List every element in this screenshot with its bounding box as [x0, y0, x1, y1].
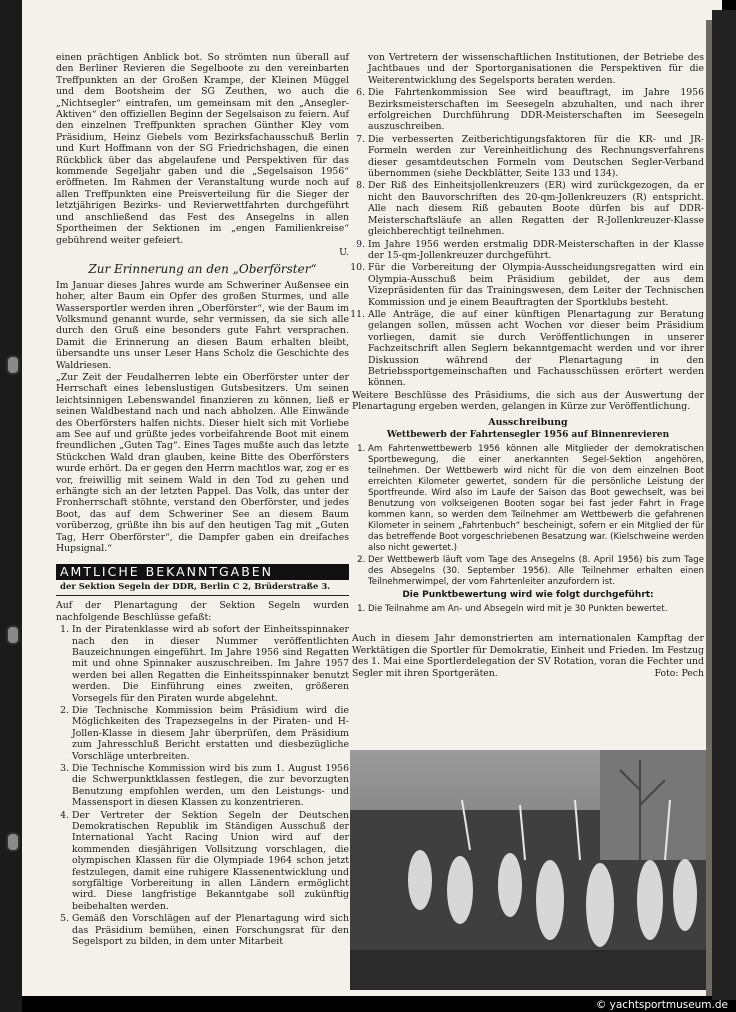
list-item: 5. Gemäß den Vorschlägen auf der Plenartagung wird sich das Präsidium bemühen, einen Forschungsrat für den Segelsport zu bilden, in dem unter Mitarbeit [72, 913, 349, 947]
list-item: 3. Die Technische Kommission wird bis zum 1. August 1956 die Schwerpunktklassen festlegen, die zur bevorzugten Benutzung empfohlen werden, um den Leistungs- und Massensport in diesen Klassen zu konzentrieren. [72, 763, 349, 809]
parade-photo-svg [350, 750, 706, 990]
left-column [56, 52, 349, 948]
page-edge [706, 20, 712, 996]
wettbewerb-list [352, 444, 704, 588]
binder-ring [6, 832, 20, 852]
binder-ring [6, 625, 20, 645]
list-item: 9. Im Jahre 1956 werden erstmalig DDR-Meisterschaften in der Klasse der 15-qm-Jollenkreuzer durchgeführt. [368, 239, 704, 262]
list-item: 6. Die Fahrtenkommission See wird beauftragt, im Jahre 1956 Bezirksmeisterschaften im Seesegeln abzuhalten, und nach ihrer erfolgreichen Durchführung DDR-Meisterschaften im Seesegeln auszuschreiben. [368, 87, 704, 133]
resolution-list [56, 624, 349, 947]
article-heading: Zur Erinnerung an den „Oberförster“ [88, 262, 317, 277]
story-paragraph: „Zur Zeit der Feudalherren lebte ein Oberförster unter der Herrschaft eines lebenslustigen Gutsbesitzers. Um seinen leichtsinnigen Lebenswandel finanzieren zu können, ließ er seinen Waldbestand nach und nach abholzen. Alle Einwände des Oberförsters halfen nichts. Dieser hielt sich mit Vorliebe am See auf und grüßte jedes vorbeifahrende Boot mit einem freundlichen „Guten Tag“. Eines Tages mußte auch das letzte Stückchen Wald dran glauben, keine Bitte des Oberförsters wurde erhört. Da er gegen den Herrn machtlos war, zog er es vor, freiwillig mit seinem Wald in den Tod zu gehen und erhängte sich an der letzten Pappel. Das Volk, das unter der Fronherrschaft stöhnte, verstand den Oberförster, und jedes Boot, das auf dem Schweriner See an diesem Baum vorüberzog, grüßte ihn bis auf den heutigen Tag mit „Guten Tag, Herr Oberförster“, die Dampfer gaben ein dreifaches Hupsignal.“ [56, 371, 349, 555]
list-item: 4. Der Vertreter der Sektion Segeln der Deutschen Demokratischen Republik im Ständigen Ausschuß der International Yacht Racing Union wird auf der kommenden diesjährigen Vollsitzung vorschlagen, die olympischen Klassen für die Olympiade 1964 schon jetzt festzulegen, damit eine ruhigere Klassenentwicklung und sorgfältige Vorbereitung in allen Ländern ermöglicht wird. Diese langfristige Bekanntgabe soll zukünftig beibehalten werden. [72, 810, 349, 913]
parade-photo [350, 750, 706, 990]
photo-building [600, 750, 706, 860]
list-item: 7. Die verbesserten Zeitberichtigungsfaktoren für die KR- und JR-Formeln werden zur Vereinheitlichung des Rechnungsverfahrens dieser gesamtdeutschen Formeln vom Deutschen Segler-Verband übernommen (siehe Deckblätter, Seite 133 und 134). [368, 134, 704, 180]
intro-paragraph: einen prächtigen Anblick bot. So strömten nun überall auf den Berliner Revieren die Segelboote zu den vereinbarten Treffpunkten an der Großen Krampe, der Kleinen Müggel und dem Bootsheim der SG Zeuthen, wo auch die „Nichtsegler“ eintrafen, um gemeinsam mit den „Ansegler-Aktiven“ den offiziellen Beginn der Segelsaison zu feiern. Auf den einzelnen Treffpunkten sprachen Günther Kley vom Präsidium, Heinz Giebels vom Bezirksfachausschuß Berlin und Kurt Hoffmann von der SG Friedrichshagen, die einen Rückblick über das abgelaufene und Perspektiven für das kommende Segeljahr gaben und die „Segelsaison 1956“ eröffneten. Im Rahmen der Veranstaltung wurde noch auf allen Treffpunkten eine Preisverteilung für die Sieger der letztjährigen Bezirks- und Revierwettfahrten durchgeführt und anschließend das Fest des Ansegelns in allen Sportheimen der Sektionen im „engen Familienkreise“ gebührend weiter gefeiert. [56, 52, 349, 246]
ausschreibung-heading: Ausschreibung [488, 416, 568, 428]
wettbewerb-heading: Wettbewerb der Fahrtensegler 1956 auf Binnenrevieren [386, 430, 670, 440]
binder-ring [6, 355, 20, 375]
list-item: 1. Am Fahrtenwettbewerb 1956 können alle Mitglieder der demokratischen Sportbewegung, die einer anerkannten Segel-Sektion angehören, teilnehmen. Der Wettbewerb wird nicht für die von dem einzelnen Boot erreichten Kilometer gewertet, sondern für die persönliche Leistung der Sportfreunde. Wird also im Laufe der Saison das Boot gewechselt, was bei Benutzung von volkseigenen Booten sogar bei fast jeder Fahrt in Frage kommen kann, so werden dem Teilnehmer am Wettbewerb die gefahrenen Kilometer in seinem „Fahrtenbuch“ bescheinigt, sofern er ein Mitglied der für das betreffende Boot vorgeschriebenen Besatzung war. (Kielschweine werden also nicht gewertet.) [368, 444, 704, 554]
story-paragraph: Im Januar dieses Jahres wurde am Schweriner Außensee ein hoher, alter Baum ein Opfer des großen Sturmes, und alle Wassersportler werden ihren „Oberförster“, wie der Baum im Volksmund genannt wurde, sehr vermissen, da sie sich alle durch den Gruß eine besonders gute Fahrt versprachen. Damit die Erinnerung an diesen Baum erhalten bleibt, übersandte uns unser Leser Hans Scholz die Geschichte des Waldriesen. [56, 279, 349, 371]
list-item: 2. Die Technische Kommission beim Präsidium wird die Möglichkeiten des Trapezsegelns in der Piraten- und H-Jollen-Klasse in diesem Jahr überprüfen, dem Präsidium zum Jahresschluß Bericht erstatten und diesbezügliche Vorschläge unterbreiten. [72, 705, 349, 762]
continued-paragraph: von Vertretern der wissenschaftlichen Institutionen, der Betriebe des Jachtbaues und der Sportorganisationen die Perspektiven für die Weiterentwicklung des Segelsports beraten werden. [368, 52, 704, 86]
list-item: 1. Die Teilnahme am An- und Absegeln wird mit je 30 Punkten bewertet. [368, 604, 704, 615]
list-item: 8. Der Riß des Einheitsjollenkreuzers (ER) wird zurückgezogen, da er nicht den Bauvorschriften des 20-qm-Jollenkreuzers (R) entspricht. Alle nach diesem Riß gebauten Boote dürfen bis auf DDR-Meisterschaftsläufe an allen Regatten der R-Jollenkreuzer-Klasse gleichberechtigt teilnehmen. [368, 180, 704, 237]
punktbewertung-heading: Die Punktbewertung wird wie folgt durchgeführt: [402, 590, 654, 601]
list-item: 1. In der Piratenklasse wird ab sofort der Einheitsspinnaker nach den in dieser Nummer veröffentlichten Bauzeichnungen eingeführt. Im Jahre 1956 sind Regatten mit und ohne Spinnaker auszuschreiben. Im Jahre 1957 werden bei allen Regatten die Einheitsspinnaker benutzt werden. Die Einführung eines zweiten, größeren Vorsegels für den Piraten wurde abgelehnt. [72, 624, 349, 704]
announcements-title: AMTLICHE BEKANNTGABEN [56, 564, 349, 579]
list-item: 11. Alle Anträge, die auf einer künftigen Plenartagung zur Beratung gelangen sollen, müssen acht Wochen vor dieser beim Präsidium vorliegen, damit sie durch Veröffentlichungen in unserer Fachzeitschrift allen Seglern bekanntgemacht werden und vor ihrer Diskussion während der Plenartagung in den Betriebssportgemeinschaften und Fachausschüssen erörtert werden können. [368, 309, 704, 389]
announcements-subtitle: der Sektion Segeln der DDR, Berlin C 2, Brüderstraße 3. [56, 580, 349, 596]
list-item: 10. Für die Vorbereitung der Olympia-Ausscheidungsregatten wird ein Olympia-Ausschuß beim Präsidium gebildet, der aus dem Vizepräsidenten für das Trainingswesen, dem Leiter der Technischen Kommission und je einem Beauftragten der Sportklubs besteht. [368, 262, 704, 308]
outro-paragraph: Weitere Beschlüsse des Präsidiums, die sich aus der Auswertung der Plenartagung ergeben werden, gelangen in Kürze zur Veröffentlichung. [352, 389, 704, 413]
binder-spine [0, 0, 22, 1012]
announcements-intro: Auf der Plenartagung der Sektion Segeln wurden nachfolgende Beschlüsse gefaßt: [56, 600, 349, 623]
intro-signature: U. [339, 246, 349, 258]
resolution-list-continued [352, 87, 704, 389]
watermark: © yachtsportmuseum.de [595, 999, 728, 1011]
photo-street [350, 950, 706, 990]
photo-credit: Foto: Pech [654, 667, 704, 679]
right-column [352, 52, 704, 680]
caption-text: Auch in diesem Jahr demonstrierten am internationalen Kampftag der Werktätigen die Sportler für Demokratie, Einheit und Frieden. Im Festzug des 1. Mai eine Sportlerdelegation der SV Rotation, voran die Fechter und Segler mit ihren Sportgeräten. [352, 633, 704, 679]
page-edge-shadow [712, 10, 736, 1000]
photo-caption [352, 633, 704, 679]
list-item: 2. Der Wettbewerb läuft vom Tage des Ansegelns (8. April 1956) bis zum Tage des Absegelns (30. September 1956). Alle Teilnehmer erhalten einen Teilnehmerwimpel, der vom Fahrtenleiter anzufordern ist. [368, 555, 704, 588]
punkt-list [352, 604, 704, 615]
